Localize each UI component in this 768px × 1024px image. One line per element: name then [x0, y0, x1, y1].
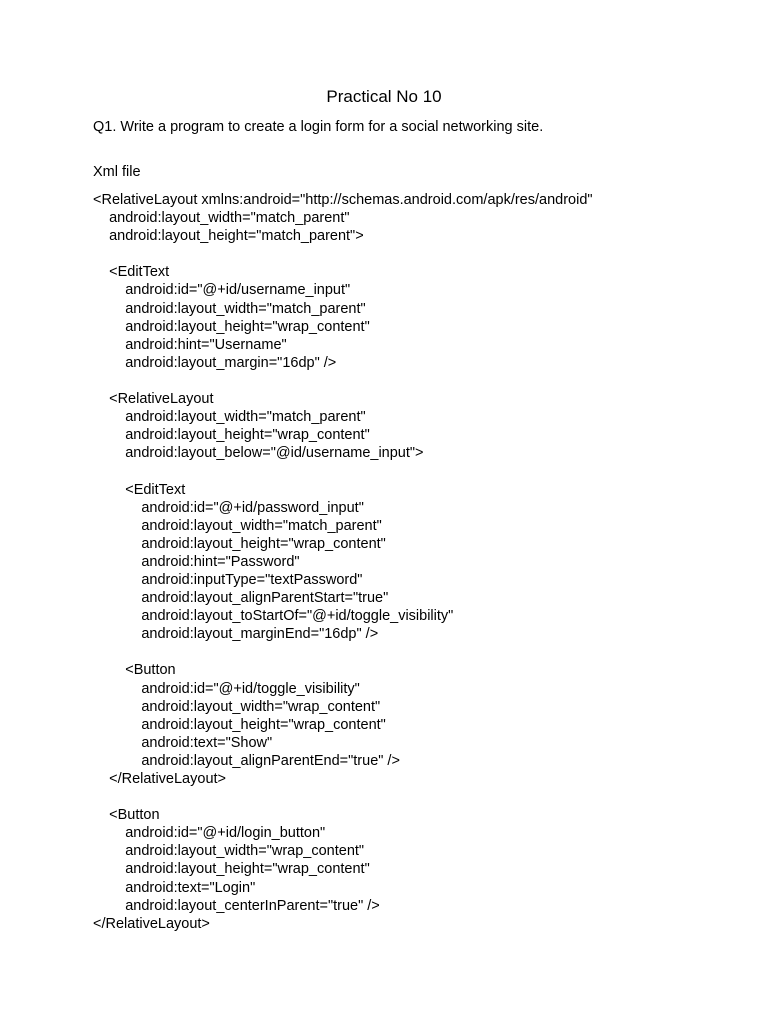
code-line: android:layout_height="wrap_content": [93, 427, 370, 444]
code-line: <Button: [93, 807, 160, 824]
code-line: [93, 372, 593, 390]
code-line: android:layout_margin="16dp" />: [93, 354, 337, 371]
code-line: android:id="@+id/password_input": [93, 499, 364, 516]
code-line: android:text="Show": [93, 734, 273, 751]
code-line: android:layout_height="wrap_content": [93, 535, 386, 552]
file-label: Xml file: [93, 164, 141, 180]
code-line: <RelativeLayout: [93, 391, 214, 408]
code-line: android:id="@+id/login_button": [93, 825, 326, 842]
code-line: android:layout_alignParentEnd="true" />: [93, 752, 400, 769]
question-text: Q1. Write a program to create a login form for a social networking site.: [93, 119, 544, 135]
code-line: [93, 643, 593, 661]
code-line: android:layout_height="wrap_content": [93, 318, 370, 335]
code-line: android:layout_alignParentStart="true": [93, 590, 389, 607]
code-line: </RelativeLayout>: [93, 915, 210, 932]
code-line: android:layout_width="wrap_content": [93, 843, 365, 860]
code-line: android:layout_width="wrap_content": [93, 698, 381, 715]
code-line: [93, 245, 593, 263]
code-line: android:layout_below="@id/username_input">: [93, 445, 424, 462]
code-line: [93, 462, 593, 480]
code-line: android:layout_centerInParent="true" />: [93, 897, 380, 914]
code-line: android:layout_width="match_parent": [93, 210, 350, 227]
code-line: <EditText: [93, 481, 186, 498]
code-line: android:layout_width="match_parent": [93, 409, 366, 426]
code-line: android:id="@+id/username_input": [93, 282, 351, 299]
code-line: </RelativeLayout>: [93, 771, 226, 787]
page-title: Practical No 10: [326, 87, 442, 106]
code-line: android:layout_width="match_parent": [93, 517, 382, 534]
code-line: android:id="@+id/toggle_visibility": [93, 680, 360, 697]
code-line: android:layout_height="match_parent">: [93, 228, 364, 245]
code-line: android:layout_marginEnd="16dp" />: [93, 626, 379, 643]
code-line: android:layout_height="wrap_content": [93, 716, 386, 733]
code-line: android:layout_width="match_parent": [93, 300, 366, 317]
code-line: <Button: [93, 662, 176, 679]
code-line: android:layout_height="wrap_content": [93, 861, 370, 878]
code-line: [93, 788, 593, 806]
code-line: android:layout_toStartOf="@+id/toggle_visibility": [93, 608, 454, 625]
code-block: [93, 191, 593, 933]
code-line: android:text="Login": [93, 879, 256, 896]
code-line: android:hint="Username": [93, 336, 287, 353]
code-line: android:inputType="textPassword": [93, 571, 363, 588]
code-line: android:hint="Password": [93, 553, 300, 570]
code-line: <RelativeLayout xmlns:android="http://schemas.android.com/apk/res/android": [93, 192, 593, 208]
code-line: <EditText: [93, 264, 170, 281]
